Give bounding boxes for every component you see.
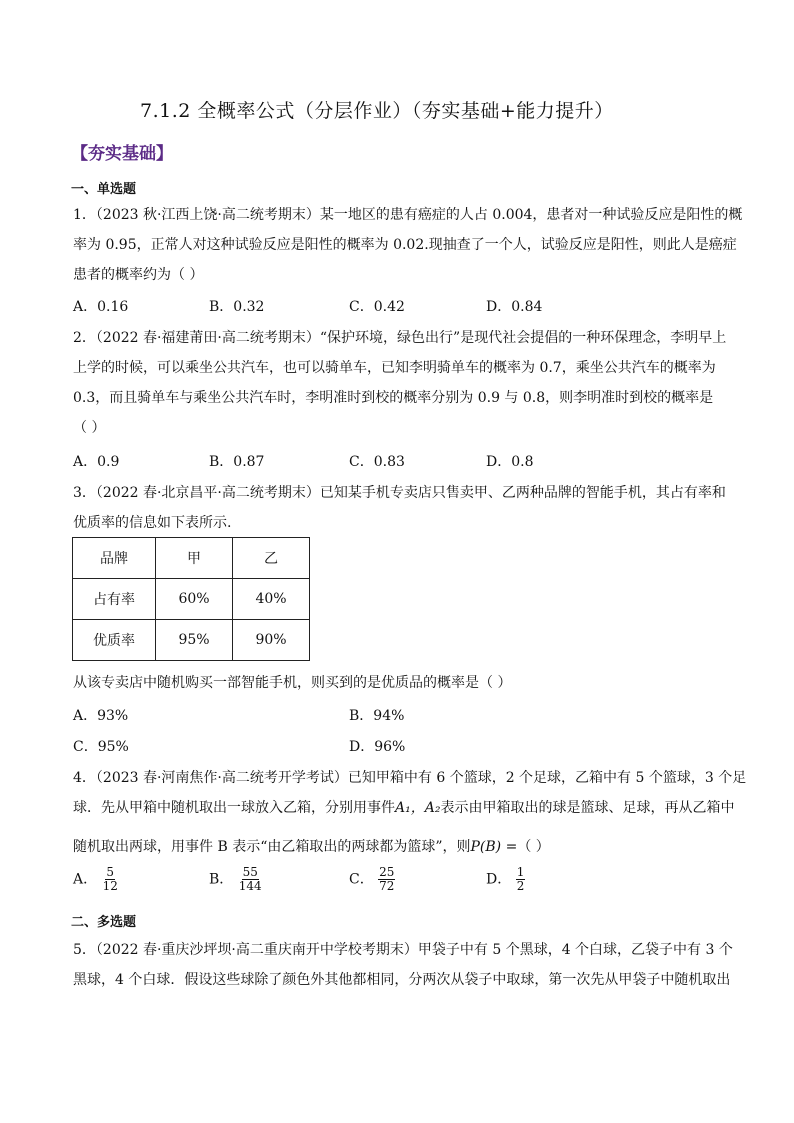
table-cell: 40% xyxy=(233,579,310,620)
q2-option-d: D．0.8 xyxy=(486,454,534,470)
q2-option-c: C．0.83 xyxy=(349,454,405,470)
option-label: B． xyxy=(209,871,234,888)
q4-option-a xyxy=(73,866,119,893)
q1-option-d: D．0.84 xyxy=(486,299,543,315)
denominator: 12 xyxy=(102,879,118,893)
fraction xyxy=(378,866,395,893)
q1-line: 1．（2023 秋·江西上饶·高二统考期末）某一地区的患有癌症的人占 0.004，患者对一种试验反应是阳性的概 xyxy=(73,207,743,223)
q3-line: 优质率的信息如下表所示. xyxy=(73,515,232,531)
section-heading: 【夯实基础】 xyxy=(71,144,173,164)
q4-line xyxy=(73,797,734,817)
table-row xyxy=(73,538,310,579)
q2-line: 2．（2022 春·福建莆田·高二统考期末）“保护环境，绿色出行”是现代社会提倡的一种环保理念，李明早上 xyxy=(73,330,727,346)
q4-option-c xyxy=(349,866,395,893)
table-row xyxy=(73,579,310,620)
table-cell: 90% xyxy=(233,620,310,661)
q1-option-a: A．0.16 xyxy=(73,299,129,315)
q3-option-c: C．95% xyxy=(73,739,129,755)
numerator: 55 xyxy=(242,865,258,879)
q1-option-c: C．0.42 xyxy=(349,299,405,315)
q1-line: 患者的概率约为（ ） xyxy=(73,267,204,283)
q4-line xyxy=(73,836,550,856)
table-cell: 占有率 xyxy=(73,579,156,620)
event-symbols: A₁，A₂ xyxy=(395,800,441,816)
q2-option-a: A．0.9 xyxy=(73,454,120,470)
q5-line: 黑球，4 个白球．假设这些球除了颜色外其他都相同，分两次从袋子中取球，第一次先从甲袋子中随机取出 xyxy=(73,972,731,988)
q3-option-a: A．93% xyxy=(73,708,129,724)
q4-text: 表示由甲箱取出的球是篮球、足球，再从乙箱中 xyxy=(440,800,735,816)
denominator: 72 xyxy=(379,879,395,893)
q3-option-d: D．96% xyxy=(349,739,406,755)
numerator: 25 xyxy=(379,865,395,879)
q2-option-b: B．0.87 xyxy=(209,454,265,470)
numerator: 1 xyxy=(516,865,525,879)
table-cell: 95% xyxy=(156,620,233,661)
table-row xyxy=(73,620,310,661)
q4-line: 4．（2023 春·河南焦作·高二统考开学考试）已知甲箱中有 6 个篮球，2 个足球，乙箱中有 5 个篮球，3 个足 xyxy=(73,770,747,786)
fraction xyxy=(516,866,526,893)
q4-text: 随机取出两球，用事件 B 表示“由乙箱取出的两球都为篮球”，则 xyxy=(73,839,471,855)
q4-option-b xyxy=(209,866,263,893)
denominator: 144 xyxy=(238,879,262,893)
page-title: 7.1.2 全概率公式（分层作业）（夯实基础+能力提升） xyxy=(140,100,614,122)
q4-option-d xyxy=(486,866,525,893)
option-label: C． xyxy=(349,871,374,888)
q2-line: 0.3，而且骑单车与乘坐公共汽车时，李明准时到校的概率分别为 0.9 与 0.8，则李明准时到校的概率是 xyxy=(73,390,714,406)
q3-question: 从该专卖店中随机购买一部智能手机，则买到的是优质品的概率是（ ） xyxy=(73,675,512,691)
q2-line: 上学的时候，可以乘坐公共汽车，也可以骑单车，已知李明骑单车的概率为 0.7，乘坐公共汽车的概率为 xyxy=(73,360,716,376)
q4-text: 球．先从甲箱中随机取出一球放入乙箱，分别用事件 xyxy=(73,800,395,816)
q1-option-b: B．0.32 xyxy=(209,299,265,315)
option-label: D． xyxy=(486,871,512,888)
brand-table xyxy=(72,537,310,661)
table-cell: 60% xyxy=(156,579,233,620)
q5-line: 5．（2022 春·重庆沙坪坝·高二重庆南开中学校考期末）甲袋子中有 5 个黑球，4 个白球，乙袋子中有 3 个 xyxy=(73,942,733,958)
q2-line: （ ） xyxy=(73,420,106,436)
numerator: 5 xyxy=(106,865,115,879)
multi-choice-heading: 二、多选题 xyxy=(71,915,137,930)
denominator: 2 xyxy=(516,879,525,893)
option-label: A． xyxy=(73,871,98,888)
probability-symbol: P(B) xyxy=(470,839,502,855)
single-choice-heading: 一、单选题 xyxy=(71,182,137,197)
q3-line: 3．（2022 春·北京昌平·高二统考期末）已知某手机专卖店只售卖甲、乙两种品牌的智能手机，其占有率和 xyxy=(73,485,726,501)
fraction xyxy=(238,866,263,893)
q1-line: 率为 0.95，正常人对这种试验反应是阳性的概率为 0.02.现抽查了一个人，试验反应是阳性，则此人是癌症 xyxy=(73,237,737,253)
table-cell: 优质率 xyxy=(73,620,156,661)
table-cell: 甲 xyxy=(156,538,233,579)
table-cell: 乙 xyxy=(233,538,310,579)
fraction xyxy=(102,866,119,893)
q3-option-b: B．94% xyxy=(349,708,405,724)
table-cell: 品牌 xyxy=(73,538,156,579)
q4-text: =（ ） xyxy=(501,839,550,855)
